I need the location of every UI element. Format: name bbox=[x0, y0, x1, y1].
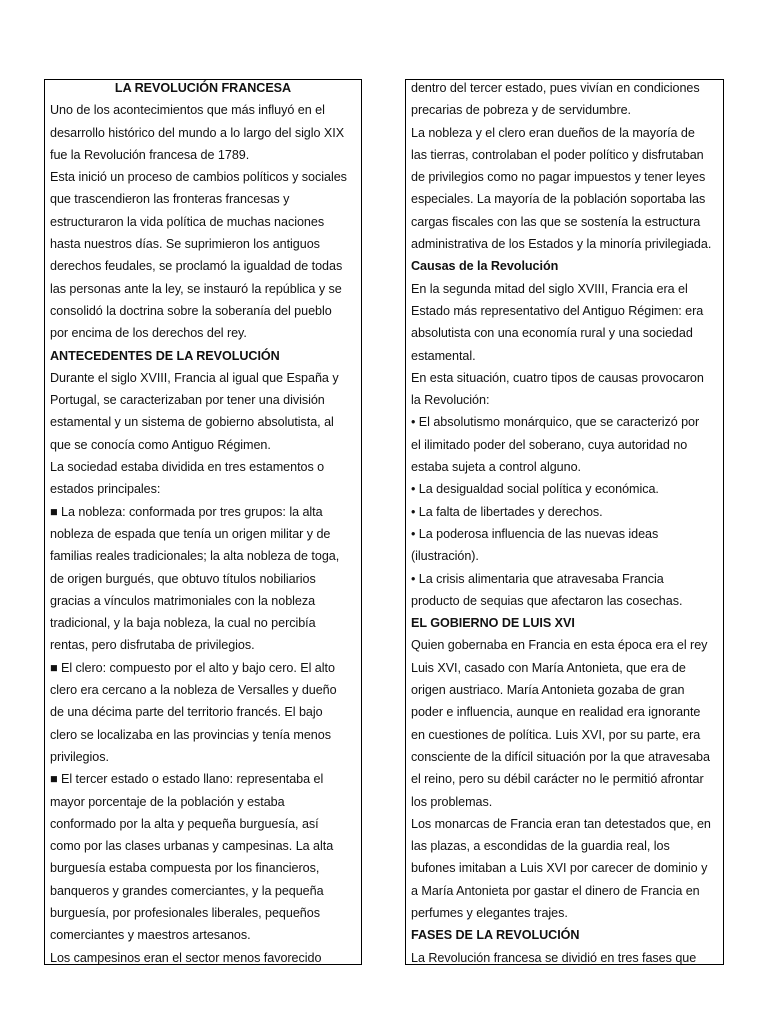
text-line: dentro del tercer estado, pues vivían en condiciones bbox=[411, 81, 700, 95]
right-column bbox=[405, 79, 724, 965]
text-line: clero se localizaba en las provincias y tenía menos bbox=[50, 727, 331, 742]
text-line: estaba sujeta a control alguno. bbox=[411, 460, 581, 475]
text-line: que trascendieron las fronteras francesas y bbox=[50, 192, 290, 207]
text-line: • La crisis alimentaria que atravesaba Francia bbox=[411, 571, 664, 586]
text-line: • La falta de libertades y derechos. bbox=[411, 504, 603, 519]
text-line: precarias de pobreza y de servidumbre. bbox=[411, 103, 632, 118]
text-line: que se conocía como Antiguo Régimen. bbox=[50, 437, 271, 452]
text-line: desarrollo histórico del mundo a lo largo del siglo XIX bbox=[50, 125, 345, 140]
text-line: Esta inició un proceso de cambios políticos y sociales bbox=[50, 170, 347, 185]
text-line: estados principales: bbox=[50, 482, 161, 497]
text-line: estructuraron la vida política de muchas naciones bbox=[50, 214, 325, 229]
text-line: la Revolución: bbox=[411, 393, 490, 408]
text-line: Los campesinos eran el sector menos favorecido bbox=[50, 950, 322, 965]
text-line: las tierras, controlaban el poder político y disfrutaban bbox=[411, 147, 704, 162]
section-heading: Causas de la Revolución bbox=[411, 259, 559, 274]
text-line: fue la Revolución francesa de 1789. bbox=[50, 147, 250, 162]
left-column bbox=[44, 79, 362, 965]
text-line: derechos feudales, se proclamó la igualdad de todas bbox=[50, 259, 343, 274]
text-line: mayor porcentaje de la población y estaba bbox=[50, 794, 285, 809]
text-line: gracias a vínculos matrimoniales con la nobleza bbox=[50, 593, 316, 608]
text-line: especiales. La mayoría de la población soportaba las bbox=[411, 192, 706, 207]
text-line: el reino, pero su débil carácter no le permitió afrontar bbox=[411, 772, 704, 787]
text-line: en cuestiones de política. Luis XVI, por su parte, era bbox=[411, 727, 701, 742]
text-line: consolidó la doctrina sobre la soberanía del pueblo bbox=[50, 303, 332, 318]
section-heading: ANTECEDENTES DE LA REVOLUCIÓN bbox=[50, 348, 280, 363]
text-line: Durante el siglo XVIII, Francia al igual que España y bbox=[50, 370, 339, 385]
text-line: • El absolutismo monárquico, que se caracterizó por bbox=[411, 415, 700, 430]
text-line: de origen burgués, que obtuvo títulos nobiliarios bbox=[50, 571, 316, 586]
text-line: el ilimitado poder del soberano, cuya autoridad no bbox=[411, 437, 688, 452]
text-line: conformado por la alta y pequeña burguesía, así bbox=[50, 816, 319, 831]
section-heading: FASES DE LA REVOLUCIÓN bbox=[411, 928, 580, 943]
text-line: comerciantes y maestros artesanos. bbox=[50, 928, 251, 943]
text-line: Portugal, se caracterizaban por tener una división bbox=[50, 393, 325, 408]
text-line: burguesía, por profesionales liberales, pequeños bbox=[50, 905, 320, 920]
text-line: (ilustración). bbox=[411, 549, 479, 564]
text-line: origen austriaco. María Antonieta gozaba de gran bbox=[411, 683, 685, 698]
text-line: burguesía estaba compuesta por los financieros, bbox=[50, 861, 320, 876]
text-line: familias reales tradicionales; la alta nobleza de toga, bbox=[50, 549, 340, 564]
text-line: estamental. bbox=[411, 348, 476, 363]
text-line: En la segunda mitad del siglo XVIII, Francia era el bbox=[411, 281, 688, 296]
text-line: administrativa de los Estados y la minoría privilegiada. bbox=[411, 237, 712, 252]
text-line: Uno de los acontecimientos que más influyó en el bbox=[50, 103, 325, 118]
text-line: ■ La nobleza: conformada por tres grupos: la alta bbox=[50, 504, 323, 519]
text-line: hasta nuestros días. Se suprimieron los antiguos bbox=[50, 237, 320, 252]
text-line: tradicional, y la baja nobleza, la cual no percibía bbox=[50, 616, 316, 631]
text-line: como por las clases urbanas y campesinas. La alta bbox=[50, 839, 334, 854]
text-line: Los monarcas de Francia eran tan detestados que, en bbox=[411, 816, 711, 831]
text-line: rentas, pero disfrutaba de privilegios. bbox=[50, 638, 255, 653]
text-line: ■ El clero: compuesto por el alto y bajo cero. El alto bbox=[50, 660, 335, 675]
text-line: los problemas. bbox=[411, 794, 493, 809]
text-line: las plazas, a escondidas de la guardia real, los bbox=[411, 839, 670, 854]
text-line: las personas ante la ley, se instauró la república y se bbox=[50, 281, 342, 296]
document-title: LA REVOLUCIÓN FRANCESA bbox=[114, 81, 292, 95]
text-line: consciente de la difícil situación por la que atravesaba bbox=[411, 749, 710, 764]
text-line: En esta situación, cuatro tipos de causas provocaron bbox=[411, 370, 704, 385]
text-line: clero era cercano a la nobleza de Versalles y dueño bbox=[50, 683, 337, 698]
text-line: nobleza de espada que tenía un origen militar y de bbox=[50, 526, 331, 541]
text-line: Luis XVI, casado con María Antonieta, que era de bbox=[411, 660, 686, 675]
text-line: ■ El tercer estado o estado llano: representaba el bbox=[50, 772, 324, 787]
text-line: de privilegios como no pagar impuestos y tener leyes bbox=[411, 170, 706, 185]
text-line: por encima de los derechos del rey. bbox=[50, 326, 247, 341]
text-line: perfumes y elegantes trajes. bbox=[411, 905, 568, 920]
text-line: La Revolución francesa se dividió en tres fases que bbox=[411, 950, 697, 965]
text-line: La sociedad estaba dividida en tres estamentos o bbox=[50, 460, 325, 475]
text-line: bufones imitaban a Luis XVI por carecer de dominio y bbox=[411, 861, 708, 876]
text-line: La nobleza y el clero eran dueños de la mayoría de bbox=[411, 125, 695, 140]
section-heading: EL GOBIERNO DE LUIS XVI bbox=[411, 616, 575, 631]
text-line: producto de sequias que afectaron las cosechas. bbox=[411, 593, 683, 608]
text-line: absolutista con una economía rural y una sociedad bbox=[411, 326, 693, 341]
text-line: poder e influencia, aunque en realidad era ignorante bbox=[411, 705, 701, 720]
text-line: • La desigualdad social política y económica. bbox=[411, 482, 659, 497]
text-line: • La poderosa influencia de las nuevas ideas bbox=[411, 526, 659, 541]
text-line: a María Antonieta por gastar el dinero de Francia en bbox=[411, 883, 700, 898]
text-line: estamental y un sistema de gobierno absolutista, al bbox=[50, 415, 334, 430]
text-line: Quien gobernaba en Francia en esta época era el rey bbox=[411, 638, 708, 653]
text-line: privilegios. bbox=[50, 749, 109, 764]
text-line: cargas fiscales con las que se sostenía la estructura bbox=[411, 214, 701, 229]
text-line: de una décima parte del territorio francés. El bajo bbox=[50, 705, 323, 720]
text-line: banqueros y grandes comerciantes, y la pequeña bbox=[50, 883, 324, 898]
text-line: Estado más representativo del Antiguo Régimen: era bbox=[411, 303, 704, 318]
